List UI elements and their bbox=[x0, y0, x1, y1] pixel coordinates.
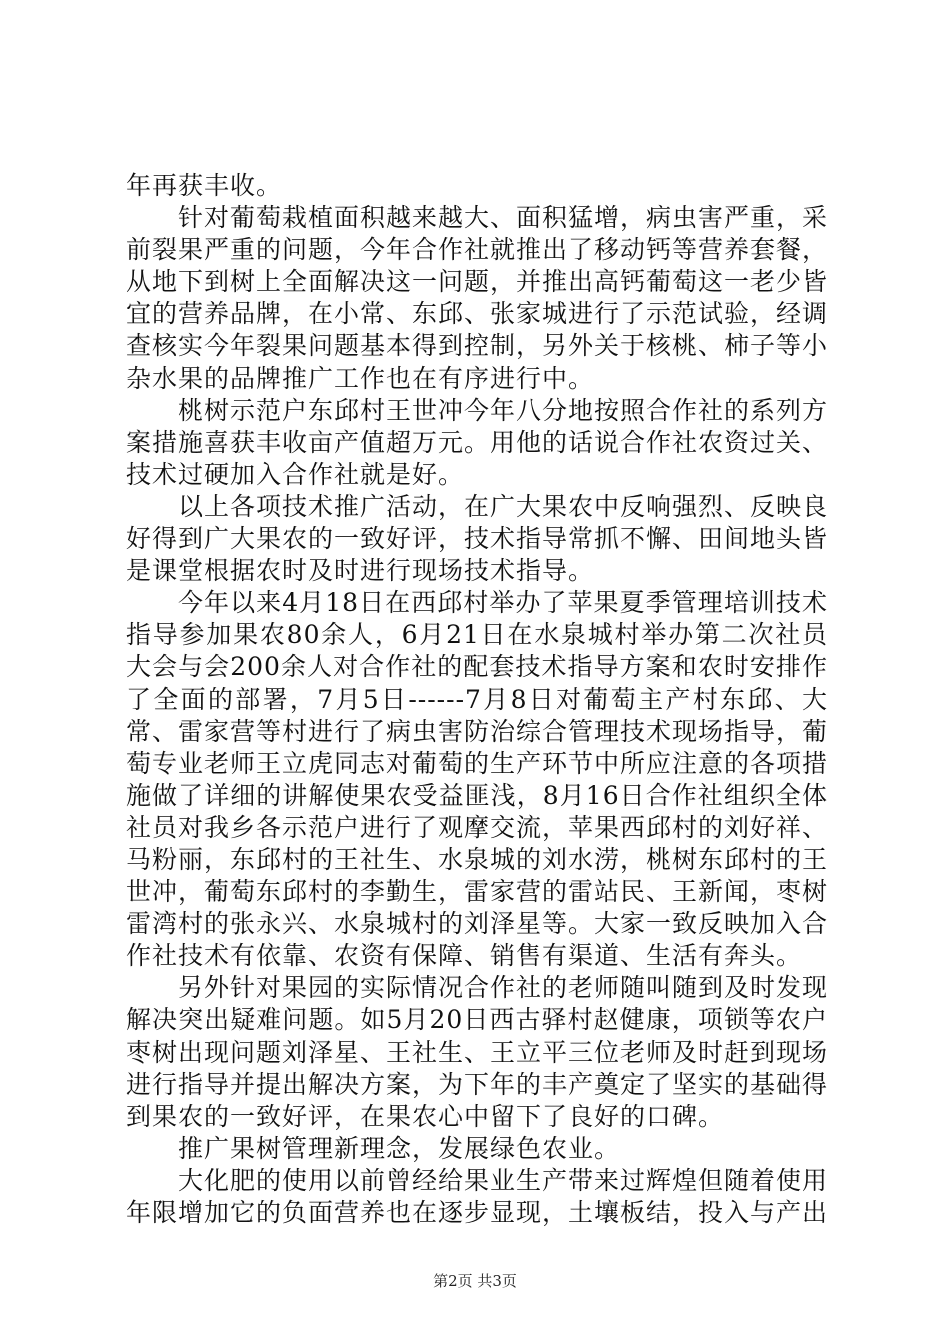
page-footer: 第2页 共3页 bbox=[433, 1272, 517, 1290]
document-body bbox=[126, 170, 828, 1229]
paragraph-grape-calcium: 针对葡萄栽植面积越来越大、面积猛增，病虫害严重，采前裂果严重的问题，今年合作社就推出了移动钙等营养套餐，从地下到树上全面解决这一问题，并推出高钙葡萄这一老少皆宜的营养品牌，在小常、东邱、张家城进行了示范试验，经调查核实今年裂果问题基本得到控制，另外关于核桃、柿子等小杂水果的品牌推广工作也在有序进行中。 bbox=[126, 203, 829, 393]
paragraph-training-events: 今年以来4月18日在西邱村举办了苹果夏季管理培训技术指导参加果农80余人，6月21日在水泉城村举办第二次社员大会与会200余人对合作社的配套技术指导方案和农时安排作了全面的部署，7月5日------7月8日对葡萄主产村东邱、大常、雷家营等村进行了病虫害防治综合管理技术现场指导，葡萄专业老师王立虎同志对葡萄的生产环节中所应注意的各项措施做了详细的讲解使果农受益匪浅，8月16日合作社组织全体社员对我乡各示范户进行了观摩交流，苹果西邱村的刘好祥、马粉丽，东邱村的王社生、水泉城的刘水涝，桃树东邱村的王世冲，葡萄东邱村的李勤生，雷家营的雷站民、王新闻，枣树雷湾村的张永兴、水泉城村的刘泽星等。大家一致反映加入合作社技术有依靠、农资有保障、销售有渠道、生活有奔头。 bbox=[126, 588, 829, 971]
paragraph-fertilizer: 大化肥的使用以前曾经给果业生产带来过辉煌但随着使用年限增加它的负面营养也在逐步显现，土壤板结，投入与产出 bbox=[126, 1165, 829, 1227]
paragraph-peach-demo-household: 桃树示范户东邱村王世冲今年八分地按照合作社的系列方案措施喜获丰收亩产值超万元。用他的话说合作社农资过关、技术过硬加入合作社就是好。 bbox=[126, 395, 829, 489]
paragraph-tech-promotion: 以上各项技术推广活动，在广大果农中反响强烈、反映良好得到广大果农的一致好评，技术指导常抓不懈、田间地头皆是课堂根据农时及时进行现场技术指导。 bbox=[126, 491, 829, 586]
paragraph-continuation: 年再获丰收。 bbox=[126, 171, 283, 200]
paragraph-on-call-support: 另外针对果园的实际情况合作社的老师随叫随到及时发现解决突出疑难问题。如5月20日西古驿村赵健康，项锁等农户枣树出现问题刘泽星、王社生、王立平三位老师及时赶到现场进行指导并提出解决方案，为下年的丰产奠定了坚实的基础得到果农的一致好评，在果农心中留下了良好的口碑。 bbox=[126, 973, 829, 1131]
paragraph-green-agriculture: 推广果树管理新理念，发展绿色农业。 bbox=[178, 1133, 621, 1163]
